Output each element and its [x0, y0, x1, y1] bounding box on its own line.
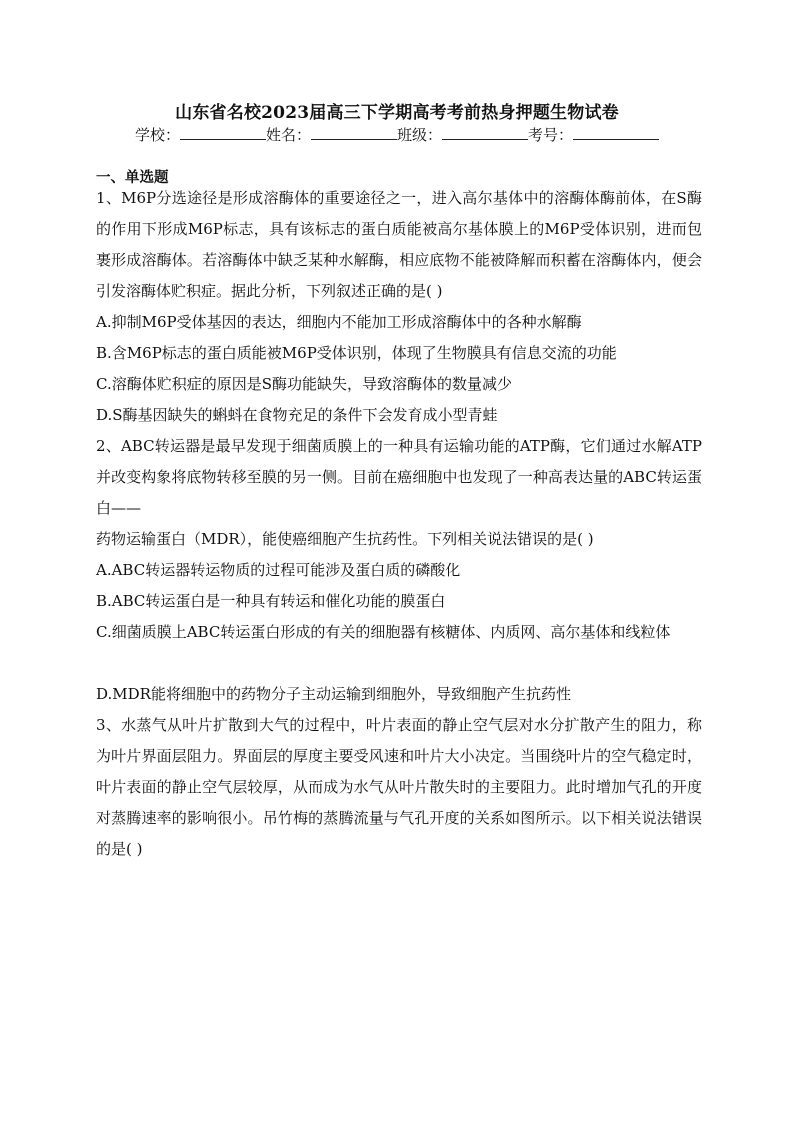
- question-2-option-d: D.MDR能将细胞中的药物分子主动运输到细胞外，导致细胞产生抗药性: [96, 685, 571, 703]
- question-2-option-c: C.细菌质膜上ABC转运蛋白形成的有关的细胞器有核糖体、内质网、高尔基体和线粒体: [96, 623, 671, 641]
- question-2-stem-continued: 药物运输蛋白（MDR），能使癌细胞产生抗药性。下列相关说法错误的是( ): [96, 530, 594, 548]
- question-2-option-a: A.ABC转运器转运物质的过程可能涉及蛋白质的磷酸化: [96, 561, 461, 579]
- question-2-option-b: B.ABC转运蛋白是一种具有转运和催化功能的膜蛋白: [96, 592, 446, 610]
- exam-title: 山东省名校2023届高三下学期高考考前热身押题生物试卷: [175, 103, 619, 123]
- student-info-row: [0, 124, 794, 145]
- question-1-stem: 1、M6P分选途径是形成溶酶体的重要途径之一，进入高尔基体中的溶酶体酶前体，在S酶的作用下形成M6P标志，具有该标志的蛋白质能被高尔基体膜上的M6P受体识别，进而包裹形成溶酶体。若溶酶体中缺乏某种水解酶，相应底物不能被降解而积蓄在溶酶体内，便会引发溶酶体贮积症。据此分析，下列叙述正确的是( ): [96, 189, 702, 300]
- name-blank: [311, 125, 397, 140]
- question-1-option-b: B.含M6P标志的蛋白质能被M6P受体识别，体现了生物膜具有信息交流的功能: [96, 344, 617, 362]
- school-blank: [180, 125, 266, 140]
- id-blank: [573, 125, 659, 140]
- class-blank: [442, 125, 528, 140]
- id-label: 考号：: [528, 126, 574, 144]
- section-heading: 一、单选题: [96, 169, 169, 186]
- class-label: 班级：: [397, 126, 443, 144]
- question-1-option-d: D.S酶基因缺失的蝌蚪在食物充足的条件下会发育成小型青蛙: [96, 406, 498, 424]
- school-label: 学校：: [134, 126, 180, 144]
- question-3-stem: 3、水蒸气从叶片扩散到大气的过程中，叶片表面的静止空气层对水分扩散产生的阻力，称为叶片界面层阻力。界面层的厚度主要受风速和叶片大小决定。当围绕叶片的空气稳定时，叶片表面的静止空气层较厚，从而成为水气从叶片散失时的主要阻力。此时增加气孔的开度对蒸腾速率的影响很小。吊竹梅的蒸腾流量与气孔开度的关系如图所示。以下相关说法错误的是( ): [96, 716, 702, 858]
- question-1-option-c: C.溶酶体贮积症的原因是S酶功能缺失，导致溶酶体的数量减少: [96, 375, 512, 393]
- question-1-option-a: A.抑制M6P受体基因的表达，细胞内不能加工形成溶酶体中的各种水解酶: [96, 313, 582, 331]
- name-label: 姓名：: [265, 126, 311, 144]
- question-2-stem: 2、ABC转运器是最早发现于细菌质膜上的一种具有运输功能的ATP酶，它们通过水解ATP并改变构象将底物转移至膜的另一侧。目前在癌细胞中也发现了一种高表达量的ABC转运蛋白——: [96, 437, 702, 517]
